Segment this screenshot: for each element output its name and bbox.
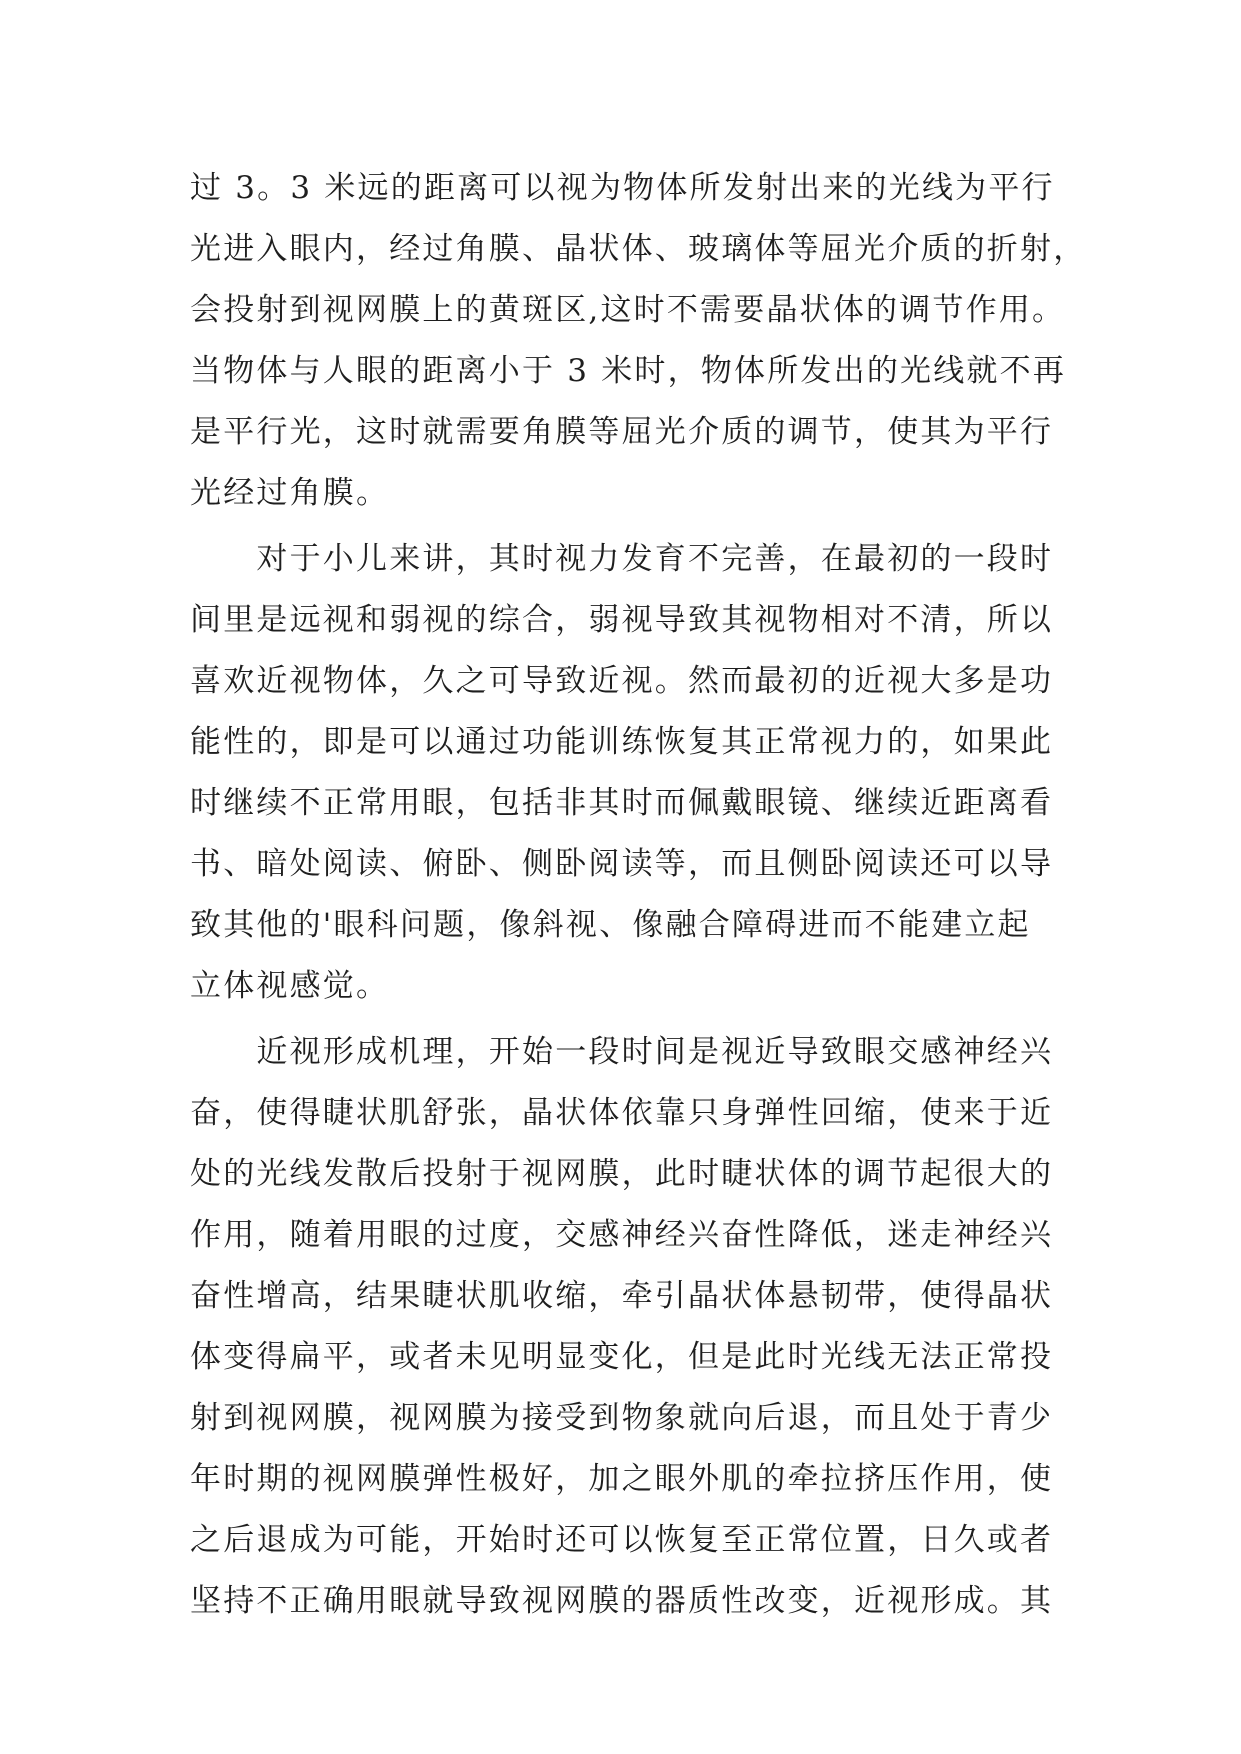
body-text xyxy=(190,158,1087,1632)
text-line: 是平行光，这时就需要角膜等屈光介质的调节，使其为平行 xyxy=(190,414,1054,450)
text-line: 会投射到视网膜上的黄斑区,这时不需要晶状体的调节作用。 xyxy=(190,292,1066,328)
text-line: 能性的，即是可以通过功能训练恢复其正常视力的，如果此 xyxy=(190,724,1054,760)
text-line: 奋，使得睫状肌舒张，晶状体依靠只身弹性回缩，使来于近 xyxy=(190,1095,1054,1131)
text-line: 体变得扁平，或者未见明显变化，但是此时光线无法正常投 xyxy=(190,1339,1054,1375)
text-line: 当物体与人眼的距离小于 3 米时，物体所发出的光线就不再 xyxy=(190,353,1067,389)
text-line: 书、暗处阅读、俯卧、侧卧阅读等，而且侧卧阅读还可以导 xyxy=(190,846,1054,882)
paragraph-3 xyxy=(190,1022,1070,1632)
text-line: 年时期的视网膜弹性极好，加之眼外肌的牵拉挤压作用，使 xyxy=(190,1461,1054,1497)
paragraph-2 xyxy=(190,529,1070,1017)
text-line: 处的光线发散后投射于视网膜，此时睫状体的调节起很大的 xyxy=(190,1156,1054,1192)
text-line: 时继续不正常用眼，包括非其时而佩戴眼镜、继续近距离看 xyxy=(190,785,1054,821)
paragraph-1 xyxy=(190,158,1087,524)
text-line: 射到视网膜，视网膜为接受到物象就向后退，而且处于青少 xyxy=(190,1400,1054,1436)
text-line: 奋性增高，结果睫状肌收缩，牵引晶状体悬韧带，使得晶状 xyxy=(190,1278,1054,1314)
text-line: 对于小儿来讲，其时视力发育不完善，在最初的一段时 xyxy=(190,541,1054,577)
text-line: 过 3。3 米远的距离可以视为物体所发射出来的光线为平行 xyxy=(190,170,1055,206)
text-line: 光经过角膜。 xyxy=(190,475,390,511)
text-line: 喜欢近视物体，久之可导致近视。然而最初的近视大多是功 xyxy=(190,663,1054,699)
text-line: 作用，随着用眼的过度，交感神经兴奋性降低，迷走神经兴 xyxy=(190,1217,1054,1253)
text-line: 之后退成为可能，开始时还可以恢复至正常位置，日久或者 xyxy=(190,1522,1054,1558)
text-line: 致其他的'眼科问题，像斜视、像融合障碍进而不能建立起 xyxy=(190,907,1031,943)
text-line: 坚持不正确用眼就导致视网膜的器质性改变，近视形成。其 xyxy=(190,1583,1054,1619)
text-line: 光进入眼内，经过角膜、晶状体、玻璃体等屈光介质的折射， xyxy=(190,231,1087,267)
text-line: 间里是远视和弱视的综合，弱视导致其视物相对不清，所以 xyxy=(190,602,1054,638)
text-line: 近视形成机理，开始一段时间是视近导致眼交感神经兴 xyxy=(190,1034,1054,1070)
text-line: 立体视感觉。 xyxy=(190,968,390,1004)
